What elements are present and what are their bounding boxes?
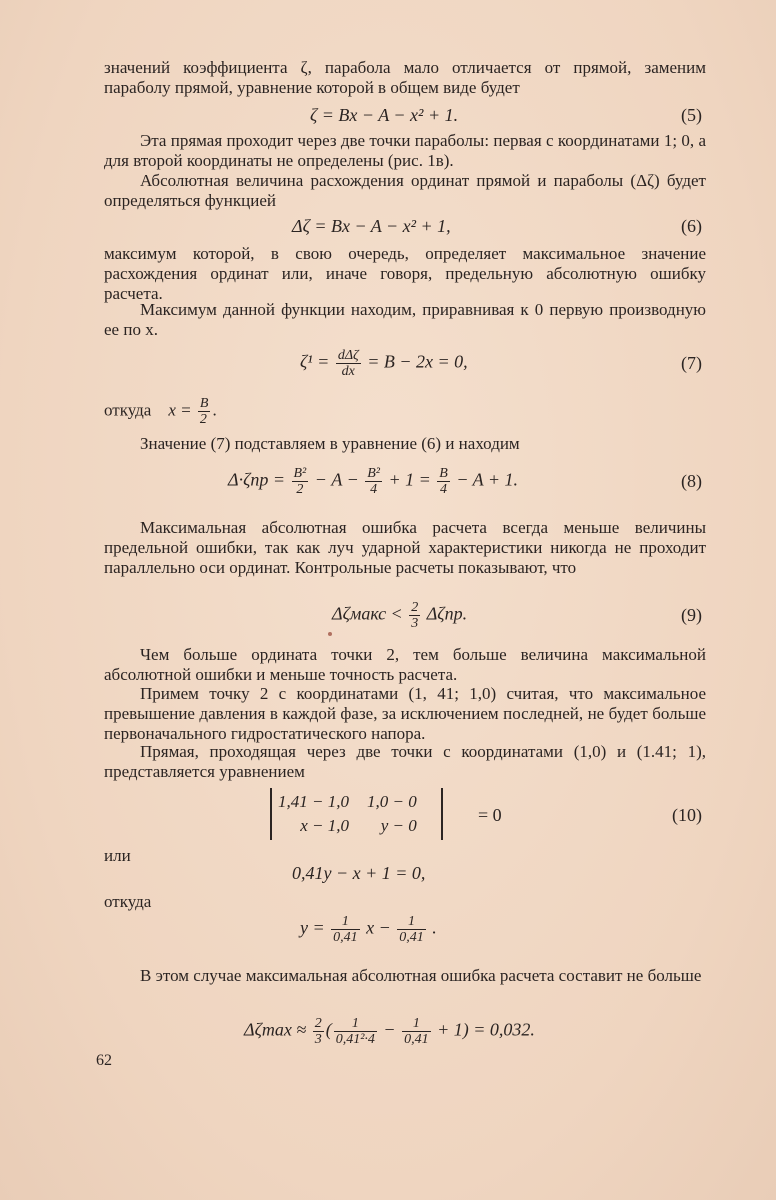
equation-10-number: (10) (672, 805, 702, 825)
eq12-fraction-2 (397, 914, 426, 945)
x-fraction (198, 396, 211, 427)
eq8-mid: − A − (314, 469, 359, 490)
equation-5-number: (5) (681, 105, 702, 125)
paragraph-3: Абсолютная величина расхождения ординат прямой и параболы (Δζ) будет определяться функцией (104, 171, 706, 210)
equation-6: Δζ = Bx − A − x² + 1, (292, 216, 451, 236)
eq12-end: . (432, 917, 437, 938)
eq13-minus: − (383, 1019, 396, 1040)
eq12-f2-bottom: 0,41 (399, 930, 424, 945)
x-frac-top: B (199, 396, 209, 411)
det-r2c2: y − 0 (380, 816, 417, 835)
equation-11: 0,41y − x + 1 = 0, (292, 863, 426, 883)
paragraph-4: максимум которой, в свою очередь, определяет максимальное значение расхождения ординат или, иначе говоря, предельную абсолютную ошибку расчета. (104, 244, 706, 303)
eq7-fraction (336, 348, 361, 379)
det-r2c1: x − 1,0 (300, 816, 349, 835)
otkuda-line-1: откуда x = $\frac{B}{2}$ . (104, 396, 217, 427)
equation-12 (300, 914, 437, 945)
word-otkuda-1: откуда (104, 400, 152, 420)
equation-7 (300, 348, 468, 379)
equation-9-number: (9) (681, 605, 702, 625)
det-r1c2: 1,0 − 0 (366, 792, 417, 811)
equation-5: ζ = Bx − A − x² + 1. (310, 105, 459, 125)
eq8-end: − A + 1. (456, 469, 518, 490)
equation-13 (244, 1016, 535, 1047)
eq7-frac-bottom: dx (341, 364, 355, 379)
eq8-f3-bottom: 4 (440, 482, 448, 497)
paragraph-8: Чем больше ордината точки 2, тем больше величина максимальной абсолютной ошибки и меньше точность расчета. (104, 645, 706, 684)
eq13-f2-top: 1 (334, 1016, 377, 1032)
eq13-end: + 1) = 0,032. (437, 1019, 535, 1040)
paragraph-5: Максимум данной функции находим, приравнивая к 0 первую производную ее по x. (104, 300, 706, 339)
print-speck (328, 632, 332, 636)
eq9-frac-bottom: 3 (411, 616, 419, 631)
eq9-frac-top: 2 (411, 600, 419, 615)
eq8-mid2: + 1 = (388, 469, 431, 490)
paragraph-6: Значение (7) подставляем в уравнение (6) и находим (140, 434, 520, 453)
eq13-fraction-2 (334, 1016, 377, 1047)
eq13-f1-bottom: 3 (314, 1032, 322, 1047)
eq9-fraction (409, 600, 420, 631)
eq8-f1-top: B² (293, 466, 307, 481)
eq8-f2-top: B² (367, 466, 380, 481)
paragraph-9: Примем точку 2 с координатами (1, 41; 1,0) считая, что максимальное превышение давления в каждой фазе, за исключением последней, не будет больше первоначального гидростатического напора. (104, 684, 706, 743)
word-ili: или (104, 846, 131, 865)
equation-8-number: (8) (681, 471, 702, 491)
eq13-f1-top: 2 (314, 1016, 322, 1031)
paragraph-10: Прямая, проходящая через две точки с координатами (1,0) и (1.41; 1), представляется уравнением (104, 742, 706, 781)
eq12-f1-bottom: 0,41 (333, 930, 358, 945)
eq8-fraction-1 (292, 466, 309, 497)
eq12-f1-top: 1 (331, 914, 360, 930)
eq12-f2-top: 1 (397, 914, 426, 930)
eq13-f3-top: 1 (402, 1016, 431, 1032)
paragraph-7: Максимальная абсолютная ошибка расчета всегда меньше величины предельной ошибки, так как луч ударной характеристики никогда не проходит параллельно оси ординат. Контрольные расчеты показывают, что (104, 518, 706, 577)
eq8-fraction-2 (365, 466, 382, 497)
eq8-lhs: Δ·ζпр = (228, 469, 285, 490)
eq7-frac-top: dΔζ (337, 348, 359, 363)
eq8-f2-bottom: 4 (370, 482, 378, 497)
eq9-rhs: Δζпр. (426, 603, 468, 624)
eq8-f1-bottom: 2 (296, 482, 304, 497)
eq12-fraction-1 (331, 914, 360, 945)
eq8-f3-top: B (439, 466, 448, 481)
determinant (270, 788, 443, 840)
eq12-mid: x − (366, 917, 391, 938)
x-frac-bottom: 2 (199, 412, 207, 427)
eq13-f2-bottom: 0,41²·4 (335, 1032, 375, 1047)
eq8-fraction-3 (437, 466, 450, 497)
determinant-equals: = 0 (478, 805, 502, 825)
paragraph-11: В этом случае максимальная абсолютная ошибка расчета составит не больше (140, 966, 702, 985)
eq13-fraction-1 (313, 1016, 324, 1047)
paragraph-2: Эта прямая проходит через две точки параболы: первая с координатами 1; 0, а для второй координаты не определены (рис. 1в). (104, 131, 706, 170)
eq12-lhs: y = (300, 917, 325, 938)
eq13-open: ( (325, 1019, 332, 1040)
word-otkuda-2: откуда (104, 892, 152, 911)
paragraph-1: значений коэффициента ζ, парабола мало отличается от прямой, заменим параболу прямой, уравнение которой в общем виде будет (104, 58, 706, 97)
eq13-lhs: Δζmax ≈ (244, 1019, 307, 1040)
x-equals: x = (168, 400, 192, 420)
eq13-fraction-3 (402, 1016, 431, 1047)
eq13-f3-bottom: 0,41 (404, 1032, 429, 1047)
equation-9 (332, 600, 467, 631)
eq7-rhs: = B − 2x = 0, (367, 351, 468, 372)
eq9-lhs: Δζмакс < (332, 603, 403, 624)
page-number: 62 (96, 1052, 112, 1069)
equation-8 (228, 466, 518, 497)
eq7-lhs: ζ¹ = (300, 351, 330, 372)
det-r1c1: 1,41 − 1,0 (278, 792, 349, 811)
determinant-matrix (278, 790, 435, 838)
equation-6-number: (6) (681, 216, 702, 236)
equation-7-number: (7) (681, 353, 702, 373)
